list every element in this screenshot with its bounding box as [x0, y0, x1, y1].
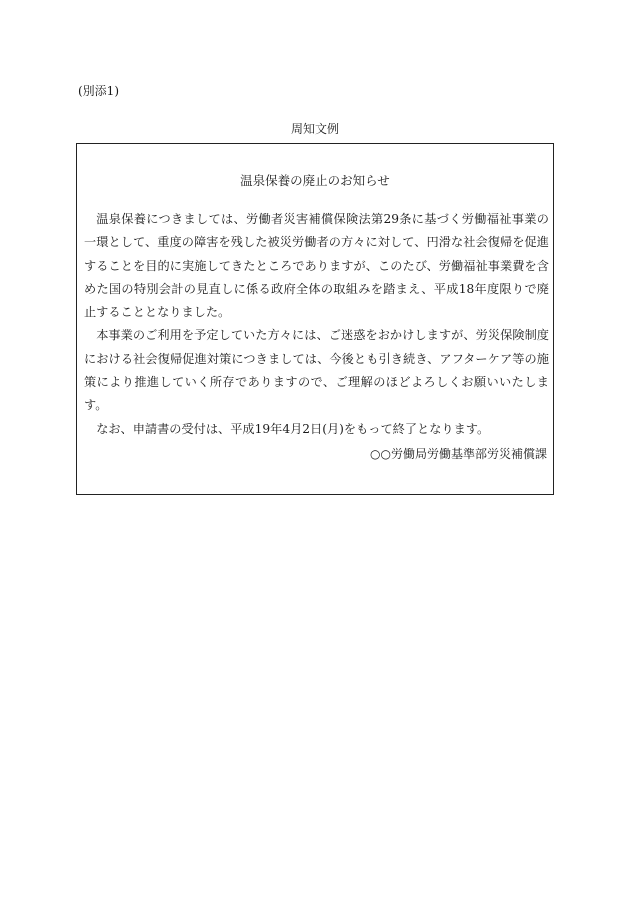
notice-signature: ○○労働局労働基準部労災補償課: [370, 447, 547, 461]
notice-box: [76, 143, 554, 495]
notice-body: [84, 208, 549, 441]
attachment-label: (別添1): [78, 84, 119, 98]
document-heading: 周知文例: [290, 122, 339, 136]
notice-paragraph-1: 温泉保養につきましては、労働者災害補償保険法第29条に基づく労働福祉事業の一環として、重度の障害を残した被災労働者の方々に対して、円滑な社会復帰を促進することを目的に実施してきたところでありますが、このたび、労働福祉事業費を含めた国の特別会計の見直しに係る政府全体の取組みを踏まえ、平成18年度限りで廃止することとなりました。: [84, 212, 549, 320]
notice-title: 温泉保養の廃止のお知らせ: [240, 173, 390, 188]
notice-paragraph-2: 本事業のご利用を予定していた方々には、ご迷惑をおかけしますが、労災保険制度における社会復帰促進対策につきましては、今後とも引き続き、アフターケア等の施策により推進していく所存でありますので、ご理解のほどよろしくお願いいたします。: [84, 328, 549, 413]
notice-paragraph-3: なお、申請書の受付は、平成19年4月2日(月)をもって終了となります。: [96, 421, 490, 436]
